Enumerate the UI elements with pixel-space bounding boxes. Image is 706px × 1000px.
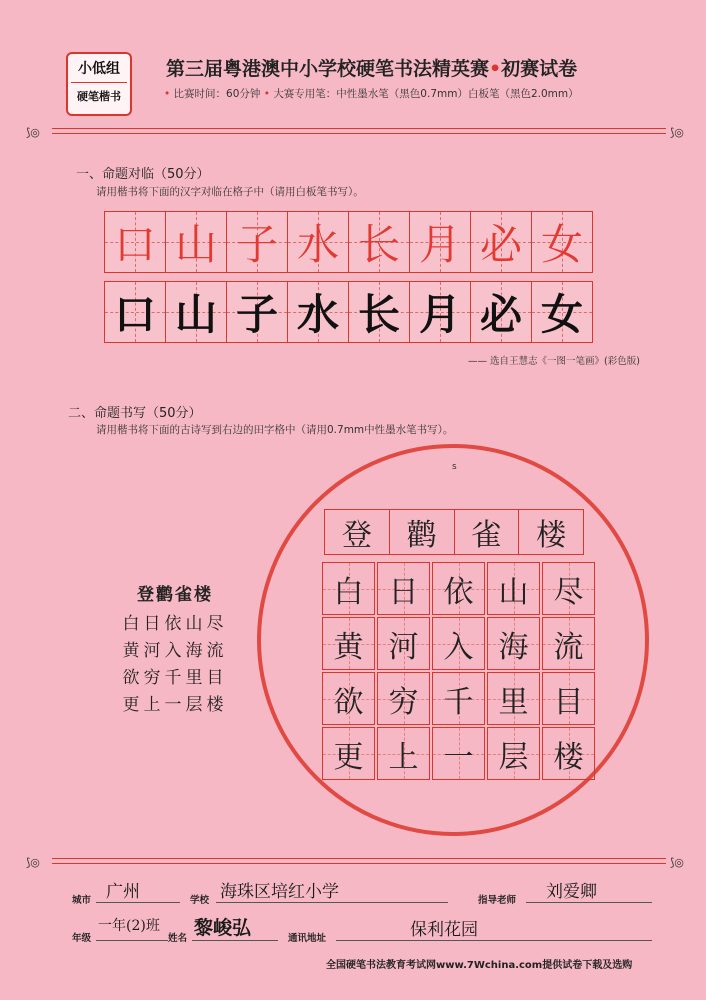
poem-cell bbox=[542, 617, 595, 670]
written-cell bbox=[409, 281, 471, 343]
poem-char: 入 bbox=[443, 629, 474, 665]
model-char: 山 bbox=[174, 220, 217, 269]
city-label: 城市 bbox=[72, 895, 92, 906]
poem-cell bbox=[542, 562, 595, 615]
ornament-left-bottom: ⟆◎ bbox=[26, 856, 40, 869]
written-cell bbox=[348, 281, 410, 343]
poem-char: 欲 bbox=[333, 684, 364, 720]
poem-char: 白 bbox=[333, 574, 364, 610]
teacher-value: 刘爱卿 bbox=[546, 882, 597, 902]
poem-char: 穷 bbox=[388, 684, 419, 720]
exam-pens: 大赛专用笔：中性墨水笔（黑色0.7mm）白板笔（黑色2.0mm） bbox=[273, 88, 579, 100]
address-label: 通讯地址 bbox=[288, 933, 327, 944]
title-main: 第三届粤港澳中小学校硬笔书法精英赛 bbox=[166, 58, 490, 80]
copyright-note: 全国硬笔书法教育考试网www.7Wchina.com提供试卷下载及选购 bbox=[326, 960, 633, 971]
poem-cell bbox=[432, 562, 485, 615]
title-suffix: 初赛试卷 bbox=[501, 58, 578, 80]
poem-cell bbox=[432, 617, 485, 670]
poem-char: 河 bbox=[388, 629, 419, 665]
source-poem bbox=[100, 580, 250, 719]
written-char: 子 bbox=[235, 290, 278, 339]
poem-char: 依 bbox=[443, 574, 474, 610]
teacher-underline bbox=[526, 902, 652, 903]
divider-top bbox=[52, 128, 666, 134]
written-title-char: 楼 bbox=[536, 518, 567, 553]
poem-cell bbox=[542, 727, 595, 780]
written-title-char: 鹳 bbox=[390, 510, 455, 554]
poem-line: 欲穷千里目 bbox=[122, 668, 228, 688]
poem-char: 黄 bbox=[333, 629, 364, 665]
city-underline bbox=[96, 902, 180, 903]
poem-char: 日 bbox=[388, 574, 419, 610]
poem-cell bbox=[377, 672, 430, 725]
name-label: 姓名 bbox=[168, 933, 188, 944]
poem-cell bbox=[487, 562, 540, 615]
model-cell bbox=[470, 211, 532, 273]
written-char: 月 bbox=[418, 290, 461, 339]
written-char: 女 bbox=[540, 290, 583, 339]
school-underline bbox=[216, 902, 448, 903]
written-cell bbox=[226, 281, 288, 343]
model-char: 口 bbox=[113, 220, 156, 269]
model-cell bbox=[104, 211, 166, 273]
poem-char: 上 bbox=[388, 739, 419, 775]
poem-char: 海 bbox=[498, 629, 529, 665]
grade-label: 年级 bbox=[72, 933, 92, 944]
written-char: 长 bbox=[357, 290, 400, 339]
grade-value: 一年(2)班 bbox=[98, 918, 160, 934]
poem-char: 层 bbox=[498, 739, 529, 775]
model-cell bbox=[165, 211, 227, 273]
poem-cell bbox=[487, 672, 540, 725]
ornament-left-top: ⟆◎ bbox=[26, 126, 40, 139]
exam-time: 比赛时间：60分钟 bbox=[173, 88, 261, 100]
model-cell bbox=[287, 211, 349, 273]
section1-heading: 一、命题对临（50分） bbox=[76, 167, 210, 182]
poem-title: 登鹳雀楼 bbox=[137, 585, 213, 605]
poem-char: 更 bbox=[333, 739, 364, 775]
written-cell bbox=[104, 281, 166, 343]
poem-char: 流 bbox=[553, 629, 584, 665]
written-char: 水 bbox=[296, 290, 339, 339]
poem-char: 尽 bbox=[553, 574, 584, 610]
written-cell bbox=[470, 281, 532, 343]
section2-heading: 二、命题书写（50分） bbox=[68, 406, 202, 421]
school-value: 海珠区培红小学 bbox=[220, 882, 339, 902]
name-underline bbox=[192, 940, 278, 941]
written-cell bbox=[165, 281, 227, 343]
model-char: 水 bbox=[296, 220, 339, 269]
written-char: 山 bbox=[174, 290, 217, 339]
ornament-right-top: ⟆◎ bbox=[670, 126, 684, 139]
poem-char: 里 bbox=[498, 684, 529, 720]
poem-cell bbox=[377, 727, 430, 780]
poem-cell bbox=[377, 617, 430, 670]
model-cell bbox=[409, 211, 471, 273]
poem-char: 山 bbox=[498, 574, 529, 610]
model-char: 必 bbox=[479, 220, 522, 269]
source-note: —— 选自王慧志《一图一笔画》(彩色版) bbox=[468, 356, 640, 367]
model-char: 子 bbox=[235, 220, 278, 269]
model-cell bbox=[531, 211, 593, 273]
circle-mark: s bbox=[452, 462, 457, 472]
poem-cell bbox=[322, 727, 375, 780]
poem-cell bbox=[322, 562, 375, 615]
written-char: 口 bbox=[113, 290, 156, 339]
grade-underline bbox=[96, 940, 168, 941]
address-underline bbox=[336, 940, 652, 941]
model-char-row bbox=[104, 211, 592, 273]
written-char: 必 bbox=[479, 290, 522, 339]
poem-cell bbox=[542, 672, 595, 725]
badge-divider bbox=[71, 82, 127, 83]
written-title-char: 登 bbox=[325, 510, 390, 554]
poem-cell bbox=[487, 727, 540, 780]
model-char: 长 bbox=[357, 220, 400, 269]
poem-line: 白日依山尽 bbox=[122, 614, 228, 634]
section2-instruction: 请用楷书将下面的古诗写到右边的田字格中（请用0.7mm中性墨水笔书写）。 bbox=[96, 424, 454, 436]
poem-cell bbox=[432, 672, 485, 725]
written-title-row bbox=[324, 509, 584, 555]
poem-cell bbox=[487, 617, 540, 670]
ornament-right-bottom: ⟆◎ bbox=[670, 856, 684, 869]
sub-dot-1: • bbox=[164, 88, 171, 100]
poem-cell bbox=[322, 617, 375, 670]
model-cell bbox=[348, 211, 410, 273]
poem-cell bbox=[377, 562, 430, 615]
written-title-char: 雀 bbox=[455, 510, 520, 554]
teacher-label: 指导老师 bbox=[478, 895, 517, 906]
written-cell bbox=[287, 281, 349, 343]
written-char-row bbox=[104, 281, 592, 343]
exam-info bbox=[164, 86, 579, 101]
poem-char: 楼 bbox=[553, 739, 584, 775]
model-char: 女 bbox=[540, 220, 583, 269]
name-value: 黎峻弘 bbox=[194, 917, 252, 939]
poem-cell bbox=[322, 672, 375, 725]
title-dot: • bbox=[489, 58, 502, 80]
written-poem-grid bbox=[322, 562, 595, 780]
poem-line: 黄河入海流 bbox=[122, 641, 228, 661]
poem-cell bbox=[432, 727, 485, 780]
model-cell bbox=[226, 211, 288, 273]
divider-bottom bbox=[52, 858, 666, 864]
poem-char: 千 bbox=[443, 684, 474, 720]
group-badge bbox=[66, 52, 132, 116]
model-char: 月 bbox=[418, 220, 461, 269]
poem-line: 更上一层楼 bbox=[122, 695, 228, 715]
section1-instruction: 请用楷书将下面的汉字对临在格子中（请用白板笔书写）。 bbox=[96, 186, 364, 198]
address-value: 保利花园 bbox=[410, 920, 478, 940]
page-title bbox=[166, 54, 577, 81]
city-value: 广州 bbox=[106, 882, 140, 902]
badge-style: 硬笔楷书 bbox=[77, 90, 121, 103]
sub-dot-2: • bbox=[263, 88, 270, 100]
written-cell bbox=[531, 281, 593, 343]
school-label: 学校 bbox=[190, 895, 210, 906]
badge-group: 小低组 bbox=[78, 61, 120, 77]
poem-char: 一 bbox=[443, 739, 474, 775]
poem-char: 目 bbox=[553, 684, 584, 720]
